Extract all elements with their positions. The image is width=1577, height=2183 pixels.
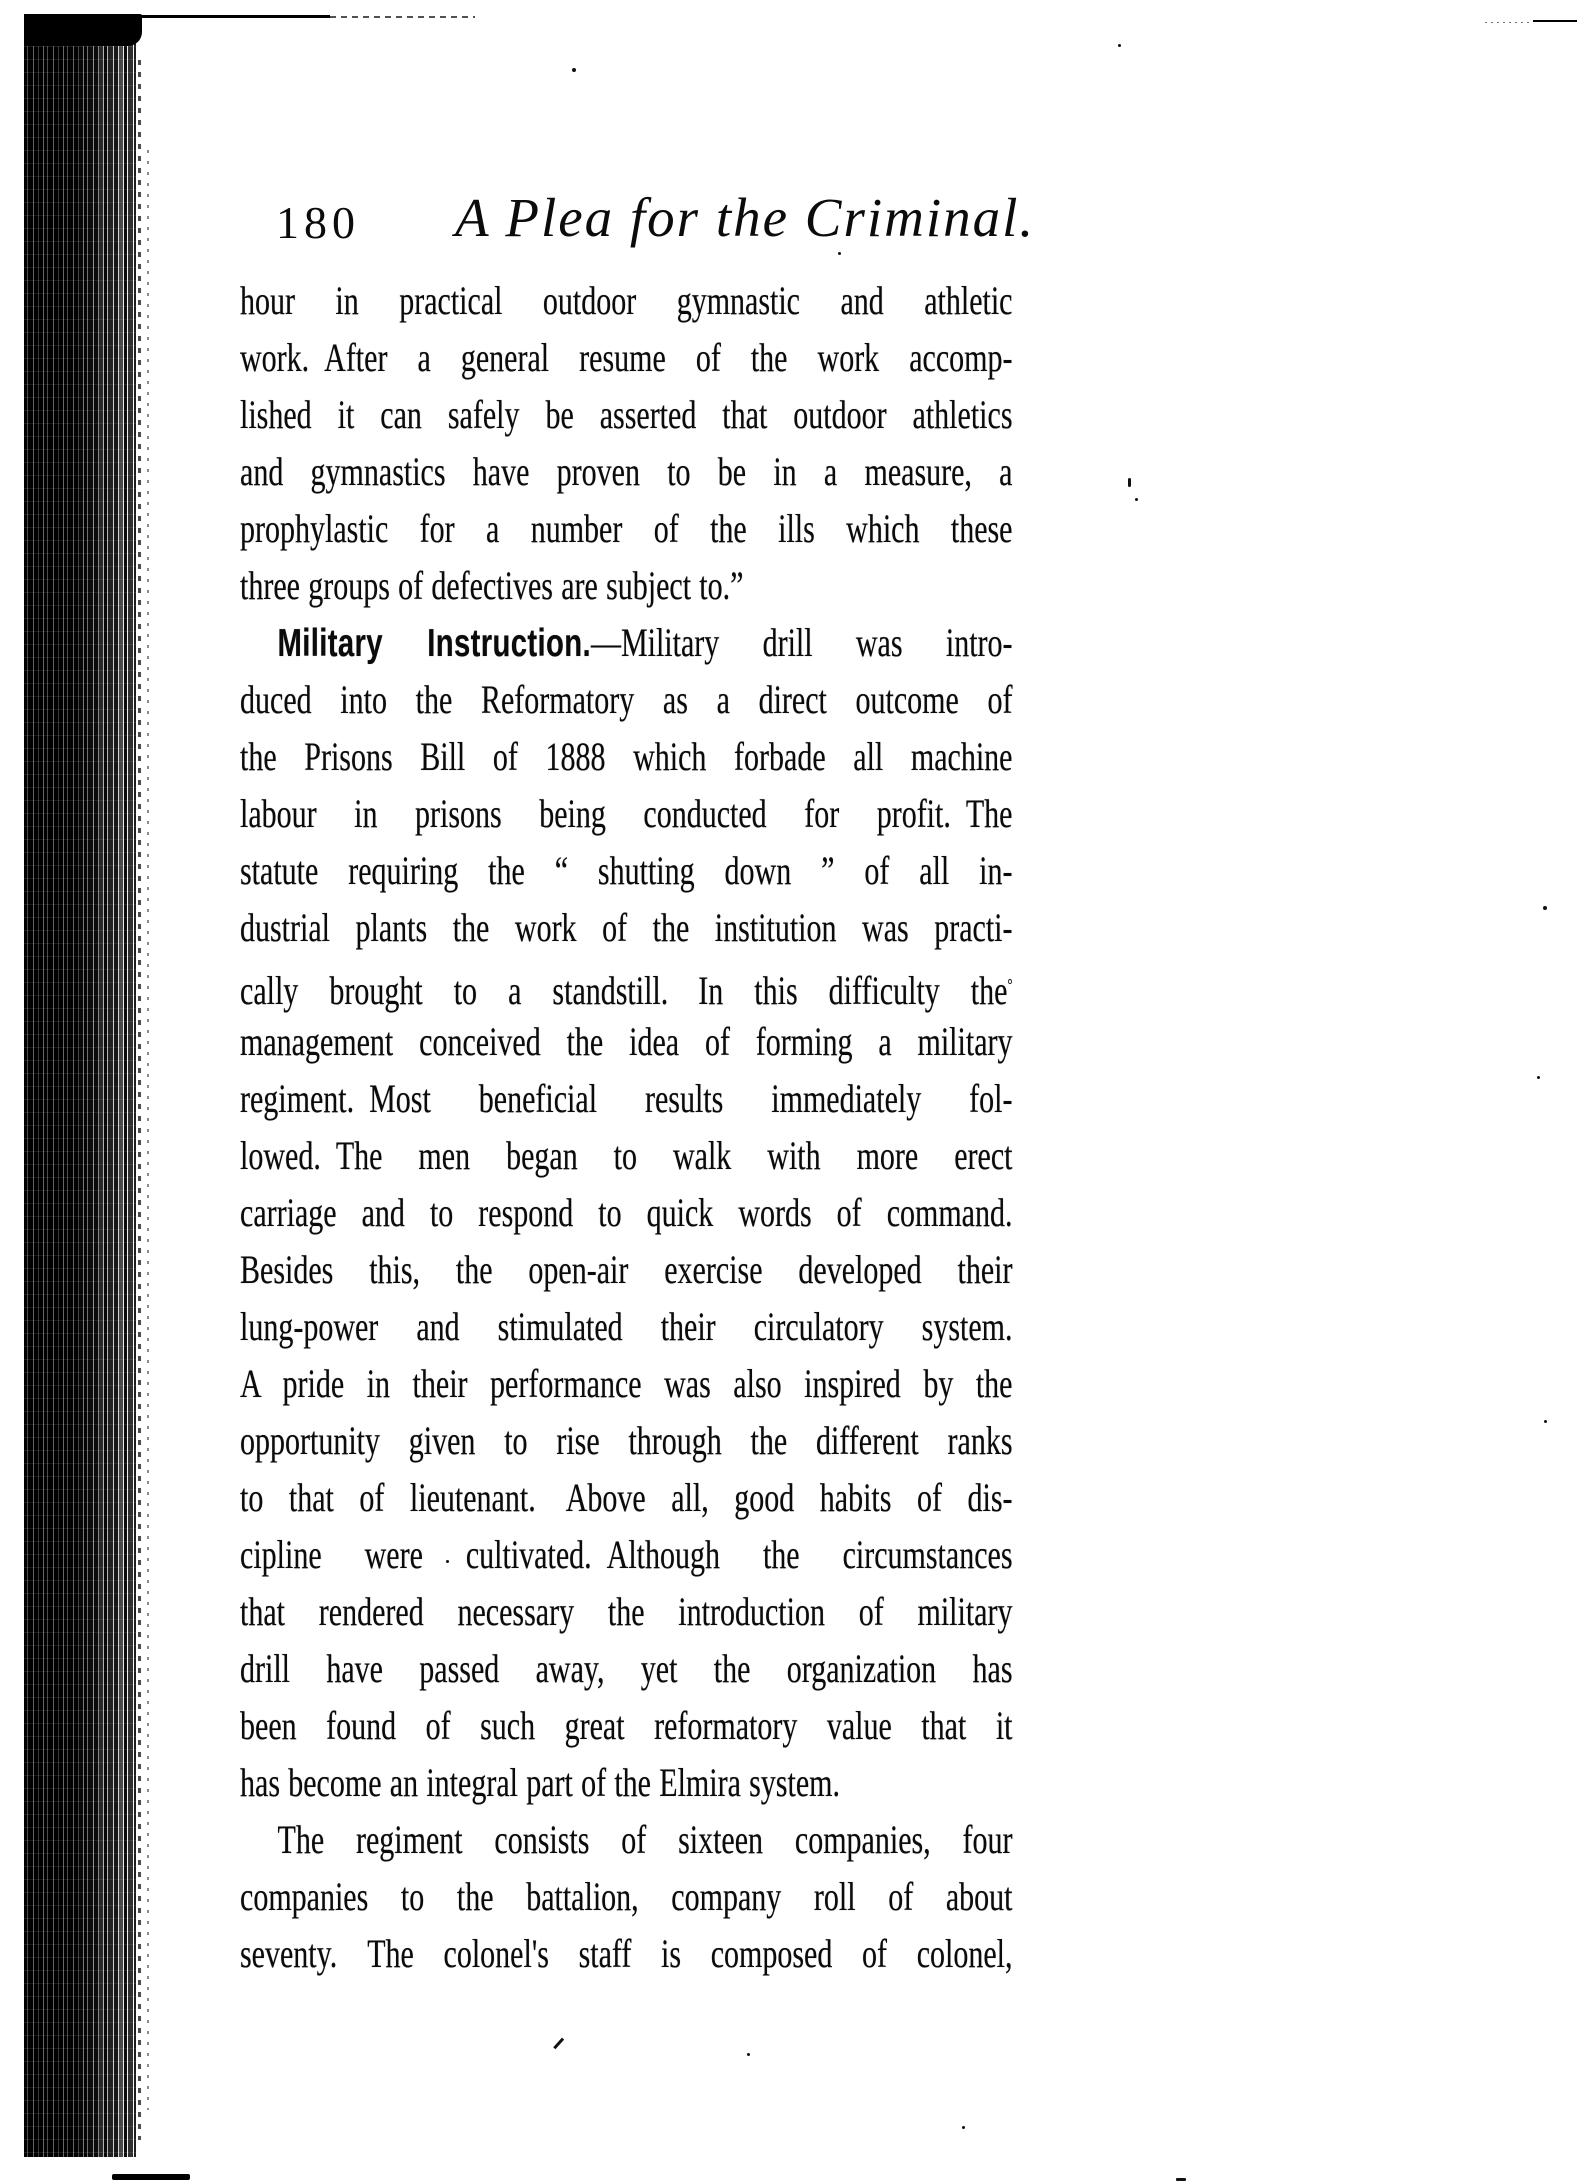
text-run: hour in practical outdoor gymnastic and athletic <box>240 278 1013 323</box>
text-run: drill have passed away, yet the organization has <box>240 1646 1013 1691</box>
page-number: 180 <box>276 197 360 248</box>
gutter-streak-column <box>138 60 141 2140</box>
text-line <box>240 1754 1013 1811</box>
text-line <box>240 1298 1013 1355</box>
text-run: to that of lieutenant. Above all, good habits of dis- <box>240 1475 1013 1520</box>
slash-scan-mark <box>553 2038 564 2049</box>
text-line <box>240 1526 1013 1583</box>
text-run: —Military drill was intro- <box>590 620 1013 665</box>
text-run: and gymnastics have proven to be in a measure, a <box>240 449 1013 494</box>
gutter-streak-column <box>147 150 149 2110</box>
text-run: labour in prisons being conducted for profit. The <box>240 791 1013 836</box>
text-line <box>240 785 1013 842</box>
text-run: dustrial plants the work of the institution was practi- <box>240 905 1013 950</box>
text-run: The regiment consists of sixteen companies, four <box>277 1817 1013 1862</box>
text-line <box>240 842 1013 899</box>
text-line <box>240 1868 1013 1925</box>
text-run: that rendered necessary the introduction of military <box>240 1589 1013 1634</box>
text-run: Besides this, the open-air exercise developed their <box>240 1247 1013 1292</box>
text-run: work. After a general resume of the work accomp- <box>240 335 1013 380</box>
top-right-dash <box>1485 20 1577 23</box>
text-run: companies to the battalion, company roll of about <box>240 1874 1013 1919</box>
text-line <box>240 1241 1013 1298</box>
text-line <box>240 272 1013 329</box>
text-line <box>240 1184 1013 1241</box>
superscript-scan-mark: ° <box>1007 975 1013 994</box>
ink-speck <box>1537 1076 1540 1079</box>
text-run: management conceived the idea of forming a military <box>240 1019 1013 1064</box>
text-line <box>240 1070 1013 1127</box>
text-run: three groups of defectives are subject to.” <box>240 563 744 608</box>
ink-speck <box>962 2126 965 2129</box>
ink-speck <box>1543 906 1547 910</box>
ink-speck <box>1128 478 1131 487</box>
text-line <box>240 899 1013 956</box>
text-run: prophylastic for a number of the ills which these <box>240 506 1013 551</box>
text-run: been found of such great reformatory value that it <box>240 1703 1013 1748</box>
text-run: cally brought to a standstill. In this difficulty the <box>240 968 1008 1013</box>
book-gutter-top-cap <box>24 14 142 46</box>
text-run: A pride in their performance was also inspired by the <box>240 1361 1013 1406</box>
text-line <box>240 386 1013 443</box>
text-line <box>240 329 1013 386</box>
text-line <box>240 1925 1013 1982</box>
text-line <box>240 728 1013 785</box>
text-line <box>240 614 1013 671</box>
text-line <box>240 956 1013 1013</box>
text-run: the Prisons Bill of 1888 which forbade all machine <box>240 734 1013 779</box>
text-line <box>240 443 1013 500</box>
ink-speck <box>747 2053 750 2056</box>
text-run: lished it can safely be asserted that outdoor athletics <box>240 392 1013 437</box>
text-line <box>240 1127 1013 1184</box>
ink-speck <box>1118 44 1121 47</box>
section-heading: Military Instruction. <box>277 622 591 665</box>
ink-speck <box>1176 2178 1186 2181</box>
text-line <box>240 557 1013 614</box>
top-edge-line <box>30 15 330 18</box>
text-run: statute requiring the “ shutting down ” of all in- <box>240 848 1013 893</box>
text-line <box>240 671 1013 728</box>
text-run: opportunity given to rise through the different ranks <box>240 1418 1013 1463</box>
bottom-edge-mark <box>112 2174 190 2180</box>
text-run: has become an integral part of the Elmira system. <box>240 1760 840 1805</box>
ink-speck <box>1135 498 1138 501</box>
text-line <box>240 1412 1013 1469</box>
running-title: A Plea for the Criminal. <box>455 187 1036 248</box>
text-run: seventy. The colonel's staff is composed of colonel, <box>240 1931 1013 1976</box>
text-line <box>240 1469 1013 1526</box>
ink-speck <box>572 68 576 72</box>
text-run: lung-power and stimulated their circulatory system. <box>240 1304 1013 1349</box>
text-line <box>240 1640 1013 1697</box>
text-run: duced into the Reformatory as a direct outcome of <box>240 677 1013 722</box>
ink-speck <box>1544 1420 1547 1423</box>
text-line <box>240 1583 1013 1640</box>
text-run: regiment. Most beneficial results immediately fol- <box>240 1076 1013 1121</box>
top-edge-dashed-line <box>330 16 475 18</box>
text-line <box>240 1355 1013 1412</box>
ink-speck <box>838 252 841 255</box>
text-run: cipline were cultivated. Although the circumstances <box>240 1532 1013 1577</box>
text-line <box>240 1697 1013 1754</box>
body-text <box>240 272 1013 1982</box>
text-run: lowed. The men began to walk with more erect <box>240 1133 1013 1178</box>
text-line <box>240 1013 1013 1070</box>
book-gutter-scan-artifact <box>24 14 136 2157</box>
text-line <box>240 500 1013 557</box>
text-run: carriage and to respond to quick words of command. <box>240 1190 1013 1235</box>
text-line <box>240 1811 1013 1868</box>
